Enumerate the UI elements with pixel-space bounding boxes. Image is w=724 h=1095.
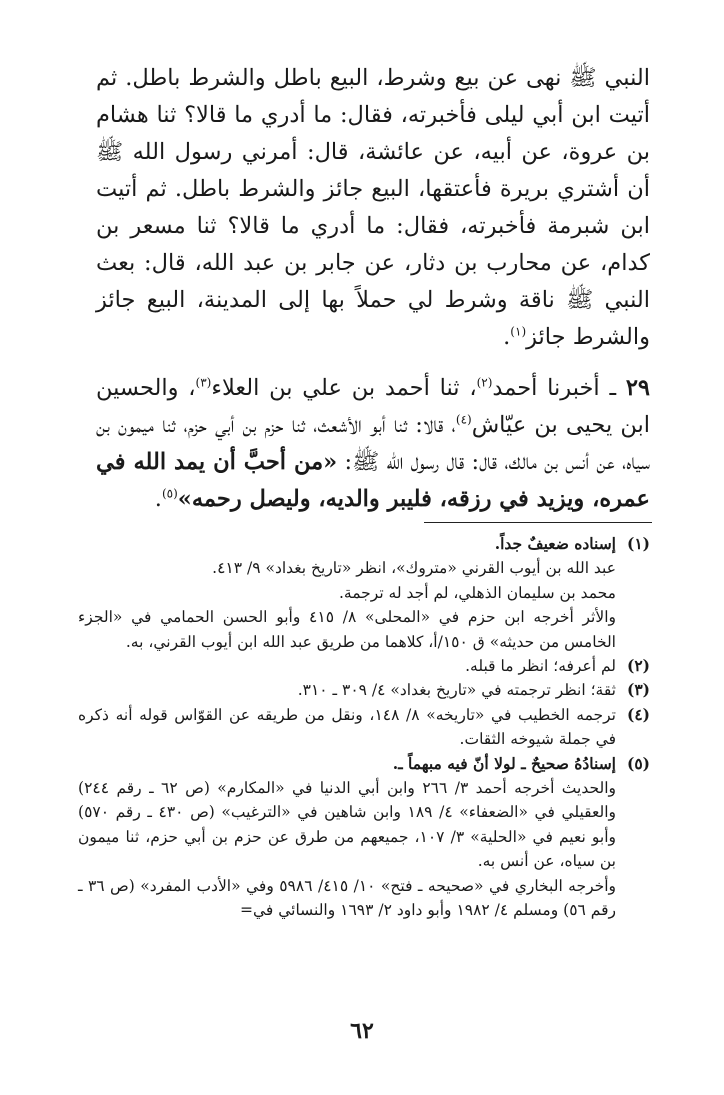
footnote-3 <box>78 678 650 702</box>
paragraph-29-end: . <box>154 486 162 512</box>
paragraph-29 <box>96 370 650 518</box>
footnote-ref-3[interactable]: (٣) <box>195 375 212 390</box>
footnote-4-number: (٤) <box>626 704 650 724</box>
footnote-3-text: ثقة؛ انظر ترجمته في «تاريخ بغداد» ٤/ ٣٠٩ ـ ٣١٠. <box>297 681 616 700</box>
footnote-5-number: (٥) <box>626 753 650 773</box>
paragraph-29-part-d: ، قالا: ثنا أبو الأشعث، ثنا حزم بن أبي حزم، ثنا ميمون بن سياه، عن أنس بن مالك، قال: قال رسول الله ﷺ: <box>96 412 650 475</box>
footnote-2-number: (٢) <box>626 656 650 676</box>
footnote-5-body <box>78 752 616 776</box>
footnote-5 <box>78 752 650 776</box>
footnotes <box>78 532 650 923</box>
footnote-3-number: (٣) <box>626 680 650 700</box>
footnote-divider <box>424 522 652 523</box>
footnote-ref-5[interactable]: (٥) <box>161 486 178 501</box>
main-text <box>96 60 650 518</box>
paragraph-29-part-a: ـ أخبرنا أحمد <box>492 375 626 401</box>
footnote-ref-1[interactable]: (١) <box>510 324 527 339</box>
footnote-ref-2[interactable]: (٢) <box>476 375 493 390</box>
footnote-2-text: لم أعرفه؛ انظر ما قبله. <box>465 657 616 676</box>
footnote-1-body <box>78 532 616 556</box>
footnote-1 <box>78 532 650 556</box>
footnote-5-line-1: والحديث أخرجه أحمد ٣/ ٢٦٦ وابن أبي الدنيا في «المكارم» (ص ٦٢ ـ رقم ٢٤٤) والعقيلي في «الضعفاء» ٤/ ١٨٩ وابن شاهين في «الترغيب» (ص ٤٣٠ ـ رقم ٥٧٠) وأبو نعيم في «الحلية» ٣/ ١٠٧، جميعهم من طرق عن حزم بن أبي حزم، ثنا ميمون بن سياه، عن أنس به. <box>78 779 617 871</box>
footnote-2 <box>78 654 650 678</box>
footnote-ref-4[interactable]: (٤) <box>455 412 472 427</box>
footnote-1-line-3: والأثر أخرجه ابن حزم في «المحلى» ٨/ ٤١٥ وأبو الحسن الحمامي في «الجزء الخامس من حديثه» ق ١٥٠/أ، كلاهما من طريق عبد الله ابن أيوب القرني، به. <box>78 608 616 651</box>
footnote-1-line-1: عبد الله بن أيوب القرني «متروك»، انظر «تاريخ بغداد» ٩/ ٤١٣. <box>212 559 616 578</box>
hadith-text: «من أحبَّ أن يمد الله في عمره، ويزيد في رزقه، فليبر والديه، وليصل رحمه» <box>96 449 650 512</box>
footnote-4-text: ترجمه الخطيب في «تاريخه» ٨/ ١٤٨، ونقل من طريقه عن القوّاس قوله أنه ذكره في جملة شيوخه الثقات. <box>78 705 616 749</box>
paragraph-29-part-b: ، ثنا أحمد بن علي بن العلاء <box>211 375 477 401</box>
paragraph-1-end: . <box>503 324 511 350</box>
paragraph-1 <box>96 60 650 356</box>
footnote-1-number: (١) <box>626 534 650 553</box>
footnote-1-head: إسناده ضعيفٌ جداً. <box>494 534 616 553</box>
footnote-5-line-2: وأخرجه البخاري في «صحيحه ـ فتح» ١٠/ ٤١٥/ ٥٩٨٦ وفي «الأدب المفرد» (ص ٣٦ ـ رقم ٥٦) ومسلم ٤/ ١٩٨٢ وأبو داود ٢/ ١٦٩٣ والنسائي في= <box>78 876 616 920</box>
paragraph-1-text: النبي ﷺ نهى عن بيع وشرط، البيع باطل والشرط باطل. ثم أتيت ابن أبي ليلى فأخبرته، فقال: ما أدري ما قالا؟ ثنا هشام بن عروة، عن أبيه، عن عائشة، قال: أمرني رسول الله ﷺ أن أشتري بريرة فأعتقها، البيع جائز والشرط باطل. ثم أتيت ابن شبرمة فأخبرته، فقال: ما أدري ما قالا؟ ثنا مسعر بن كدام، عن محارب بن دثار، عن جابر بن عبد الله، قال: بعث النبي ﷺ ناقة وشرط لي حملاً بها إلى المدينة، البيع جائز والشرط جائز <box>96 65 650 350</box>
footnote-5-head: إسنادُهُ صحيحٌ ـ لولا أنّ فيه مبهماً ـ. <box>392 753 616 773</box>
footnote-1-line-2: محمد بن سليمان الذهلي، لم أجد له ترجمة. <box>338 583 616 602</box>
paragraph-29-part-c: ، والحسين ابن يحيى بن عيّاش <box>96 375 650 438</box>
hadith-number: ٢٩ <box>625 375 650 401</box>
footnote-4 <box>78 703 650 752</box>
page-number: ٦٢ <box>350 1018 374 1044</box>
